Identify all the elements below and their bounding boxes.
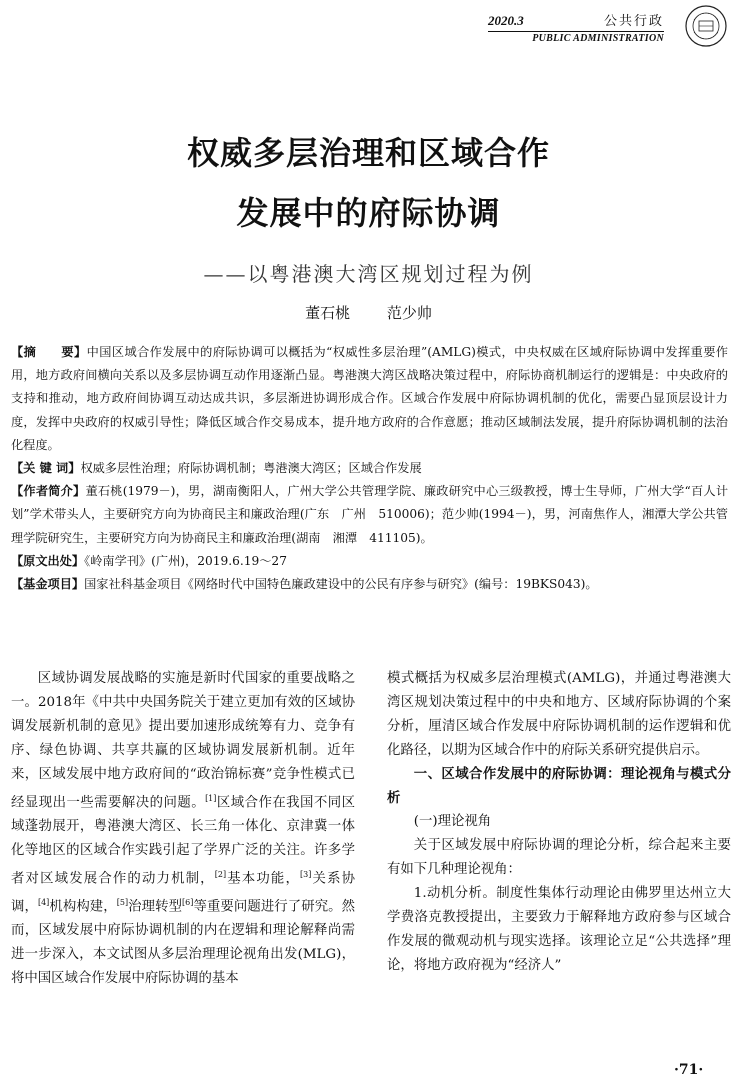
abstract-label: 【摘 要】 bbox=[11, 345, 87, 359]
front-matter bbox=[11, 341, 728, 596]
citation-ref[interactable]: [3] bbox=[300, 869, 312, 879]
subsection-heading: (一)理论视角 bbox=[413, 814, 492, 830]
keywords-text: 权威多层性治理；府际协调机制；粤港澳大湾区；区域合作发展 bbox=[80, 461, 422, 476]
source-label: 【原文出处】 bbox=[11, 553, 85, 568]
author-info-label: 【作者简介】 bbox=[11, 484, 86, 499]
author-name: 董石桃 bbox=[305, 304, 351, 322]
abstract-text: 中国区域合作发展中的府际协调可以概括为“权威性多层治理”(AMLG)模式，中央权威在区域府际协调中发挥重要作用，地方政府间横向关系以及多层协调互动作用逐渐凸显。粤港澳大湾区战略决策过程中，府际协商机制运行的逻辑是：中央政府的支持和推动，地方政府间协调互动达成共识，多层渐进协调形成合作。区域合作发展中府际协调机制的优化，需要凸显顶层设计力度，发挥中央政府的权威引导性；降低区域合作交易成本，提升地方政府的合作意愿；推动区域制法发展，提升府际协调机制的法治化程度。 bbox=[11, 345, 728, 452]
fund-label: 【基金项目】 bbox=[11, 577, 85, 592]
body-column-left bbox=[11, 667, 355, 991]
article-title-line2: 发展中的府际协调 bbox=[236, 194, 501, 232]
page-number: ·71· bbox=[674, 1062, 704, 1078]
article-title-line1: 权威多层治理和区域合作 bbox=[186, 134, 550, 172]
abstract bbox=[11, 341, 728, 457]
body-column-right bbox=[387, 667, 731, 978]
author-info-text: 董石桃(1979－)，男，湖南衡阳人，广州大学公共管理学院、廉政研究中心三级教授，博士生导师，广州大学“百人计划”学术带头人，主要研究方向为协商民主和廉政治理(广东 广州 510006)；范少帅(1994－)，男，河南焦作人，湘潭大学公共管理学院研究生，主要研究方向为协商民主和廉政治理(湖南 湘潭 411105)。 bbox=[11, 484, 729, 545]
body-paragraph: 关于区域发展中府际协调的理论分析，综合起来主要有如下几种理论视角： bbox=[387, 838, 731, 878]
fund bbox=[11, 573, 728, 596]
citation-ref[interactable]: [1] bbox=[205, 793, 217, 803]
journal-name-en: PUBLIC ADMINISTRATION bbox=[532, 33, 664, 44]
journal-name-cn: 公共行政 bbox=[603, 14, 664, 29]
body-paragraph: 1.动机分析。制度性集体行动理论由佛罗里达州立大学费洛克教授提出，主要致力于解释地方政府参与区域合作发展的微观动机与现实选择。该理论立足“公共选择”理论，将地方政府视为“经济人” bbox=[387, 886, 731, 973]
citation-ref[interactable]: [6] bbox=[182, 898, 194, 908]
citation-ref[interactable]: [4] bbox=[37, 898, 50, 908]
citation-ref[interactable]: [5] bbox=[116, 898, 129, 908]
running-header bbox=[488, 10, 664, 44]
publisher-seal-icon bbox=[684, 4, 728, 48]
header-rule bbox=[488, 31, 664, 32]
author-name: 范少帅 bbox=[386, 304, 432, 322]
issue-number: 2020.3 bbox=[488, 13, 524, 28]
source-text: 《岭南学刊》(广州)，2019.6.19～27 bbox=[84, 553, 287, 568]
author-list bbox=[0, 302, 737, 323]
fund-text: 国家社科基金项目《网络时代中国特色廉政建设中的公民有序参与研究》(编号：19BKS043)。 bbox=[84, 577, 598, 592]
section-heading: 一、区域合作发展中的府际协调：理论视角与模式分析 bbox=[387, 766, 731, 806]
author-info bbox=[11, 480, 728, 550]
body-paragraph: 区域协调发展战略的实施是新时代国家的重要战略之一。2018年《中共中央国务院关于建立更加有效的区域协调发展新机制的意见》提出要加速形成统筹有力、竞争有序、绿色协调、共享共赢的区域协调发展新机制。近年来，区域发展中地方政府间的“政治锦标赛”竞争性模式已经显现出一些需要解决的问题。[1]区域合作在我国不同区域蓬勃展开，粤港澳大湾区、长三角一体化、京津冀一体化等地区的区域合作实践引起了学界广泛的关注。许多学者对区域发展合作的动力机制，[2]基本功能，[3]关系协调，[4]机构构建，[5]治理转型[6]等重要问题进行了研究。然而，区域发展中府际协调机制的内在逻辑和理论解释尚需进一步深入，本文试图从多层治理理论视角出发(MLG)，将中国区域合作发展中府际协调的基本 bbox=[11, 671, 356, 987]
keywords-label: 【关 键 词】 bbox=[11, 461, 81, 476]
source bbox=[11, 550, 728, 573]
body-paragraph: 模式概括为权威多层治理模式(AMLG)，并通过粤港澳大湾区规划决策过程中的中央和地方、区域府际协调的个案分析，厘清区域合作发展中府际协调机制的运作逻辑和优化路径，以期为区域合作中的府际关系研究提供启示。 bbox=[387, 671, 731, 758]
citation-ref[interactable]: [2] bbox=[214, 869, 227, 879]
keywords bbox=[11, 457, 728, 480]
article-subtitle: ——以粤港澳大湾区规划过程为例 bbox=[203, 262, 534, 286]
